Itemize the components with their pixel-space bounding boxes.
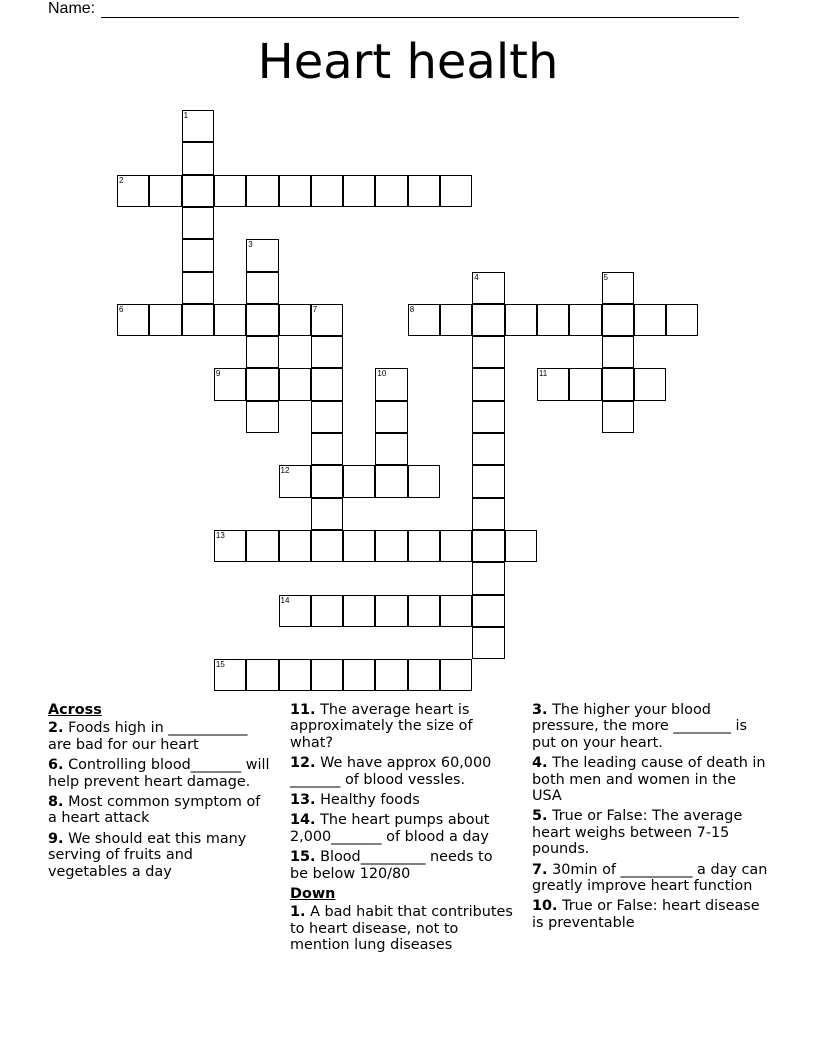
grid-cell[interactable] [311, 175, 343, 207]
grid-cell[interactable] [182, 110, 214, 142]
grid-cell[interactable] [343, 175, 375, 207]
grid-cell[interactable] [246, 368, 278, 400]
clues-column-2 [290, 702, 514, 958]
grid-cell[interactable] [375, 530, 407, 562]
cell-number: 2 [119, 175, 124, 185]
grid-cell[interactable] [408, 175, 440, 207]
page-title: Heart health [257, 34, 559, 90]
grid-cell[interactable] [311, 498, 343, 530]
grid-cell[interactable] [472, 272, 504, 304]
grid-cell[interactable] [214, 368, 246, 400]
grid-cell[interactable] [569, 304, 601, 336]
grid-cell[interactable] [472, 465, 504, 497]
grid-cell[interactable] [408, 465, 440, 497]
grid-cell[interactable] [472, 595, 504, 627]
grid-cell[interactable] [602, 368, 634, 400]
grid-cell[interactable] [246, 175, 278, 207]
grid-cell[interactable] [214, 175, 246, 207]
grid-cell[interactable] [311, 336, 343, 368]
grid-cell[interactable] [602, 401, 634, 433]
grid-cell[interactable] [182, 142, 214, 174]
across-heading: Across [48, 702, 102, 718]
cell-number: 3 [248, 240, 253, 250]
grid-cell[interactable] [634, 368, 666, 400]
clue-across-9: 9. We should eat this many serving of fruits and vegetables a day [48, 830, 247, 880]
cell-number: 14 [280, 595, 290, 605]
clue-across-8: 8. Most common symptom of a heart attack [48, 794, 261, 827]
clues-column-1 [48, 702, 270, 884]
grid-cell[interactable] [149, 175, 181, 207]
clue-down-4: 4. The leading cause of death in both men and women in the USA [532, 755, 766, 805]
grid-cell[interactable] [182, 175, 214, 207]
grid-cell[interactable] [408, 304, 440, 336]
grid-cell[interactable] [246, 659, 278, 691]
grid-cell[interactable] [472, 336, 504, 368]
grid-cell[interactable] [279, 368, 311, 400]
grid-cell[interactable] [569, 368, 601, 400]
grid-cell[interactable] [408, 595, 440, 627]
grid-cell[interactable] [343, 465, 375, 497]
grid-cell[interactable] [311, 304, 343, 336]
grid-cell[interactable] [182, 207, 214, 239]
clue-across-11: 11. The average heart is approximately the size of what? [290, 702, 473, 751]
grid-cell[interactable] [343, 659, 375, 691]
cell-number: 5 [603, 272, 608, 282]
grid-cell[interactable] [375, 659, 407, 691]
grid-cell[interactable] [182, 304, 214, 336]
grid-cell[interactable] [408, 530, 440, 562]
cell-number: 6 [119, 304, 124, 314]
clue-down-1: 1. A bad habit that contributes to heart disease, not to mention lung diseases [290, 904, 513, 954]
grid-cell[interactable] [214, 530, 246, 562]
clues-column-3 [532, 702, 768, 935]
grid-cell[interactable] [246, 304, 278, 336]
grid-cell[interactable] [214, 659, 246, 691]
cell-number: 4 [474, 272, 479, 282]
clue-across-2: 2. Foods high in ___________ are bad for our heart [48, 720, 248, 753]
grid-cell[interactable] [117, 304, 149, 336]
grid-cell[interactable] [408, 659, 440, 691]
grid-cell[interactable] [375, 401, 407, 433]
grid-cell[interactable] [311, 530, 343, 562]
grid-cell[interactable] [246, 401, 278, 433]
grid-cell[interactable] [440, 659, 472, 691]
grid-cell[interactable] [182, 239, 214, 271]
clue-down-3: 3. The higher your blood pressure, the more ________ is put on your heart. [532, 702, 747, 751]
clue-down-7: 7. 30min of __________ a day can greatly improve heart function [532, 861, 768, 895]
clue-across-13: 13. Healthy foods [290, 792, 420, 809]
grid-cell[interactable] [634, 304, 666, 336]
grid-cell[interactable] [440, 595, 472, 627]
grid-cell[interactable] [440, 530, 472, 562]
grid-cell[interactable] [246, 530, 278, 562]
grid-cell[interactable] [602, 304, 634, 336]
clue-down-5: 5. True or False: The average heart weighs between 7-15 pounds. [532, 808, 743, 858]
grid-cell[interactable] [246, 239, 278, 271]
grid-cell[interactable] [311, 659, 343, 691]
cell-number: 1 [183, 111, 189, 120]
grid-cell[interactable] [182, 272, 214, 304]
grid-cell[interactable] [440, 304, 472, 336]
grid-cell[interactable] [375, 595, 407, 627]
grid-cell[interactable] [279, 595, 311, 627]
grid-cell[interactable] [375, 175, 407, 207]
clue-across-12: 12. We have approx 60,000 _______ of blood vessles. [290, 755, 492, 788]
grid-cell[interactable] [472, 498, 504, 530]
grid-cell[interactable] [279, 659, 311, 691]
grid-cell[interactable] [472, 562, 504, 594]
cell-number: 12 [280, 466, 290, 476]
clue-across-6: 6. Controlling blood_______ will help prevent heart damage. [48, 757, 270, 790]
grid-cell[interactable] [472, 433, 504, 465]
grid-cell[interactable] [117, 175, 149, 207]
cell-number: 13 [215, 530, 225, 540]
grid-cell[interactable] [311, 433, 343, 465]
grid-cell[interactable] [472, 401, 504, 433]
grid-cell[interactable] [505, 530, 537, 562]
grid-cell[interactable] [343, 595, 375, 627]
cell-number: 11 [538, 369, 548, 379]
cell-number: 10 [377, 369, 387, 379]
cell-number: 9 [215, 369, 221, 379]
grid-cell[interactable] [537, 368, 569, 400]
grid-cell[interactable] [472, 530, 504, 562]
grid-cell[interactable] [311, 401, 343, 433]
grid-cell[interactable] [343, 530, 375, 562]
clue-across-15: 15. Blood_________ needs to be below 120/80 [290, 849, 493, 882]
cell-number: 7 [312, 304, 318, 314]
grid-cell[interactable] [149, 304, 181, 336]
grid-cell[interactable] [472, 368, 504, 400]
grid-cell[interactable] [375, 465, 407, 497]
grid-cell[interactable] [311, 465, 343, 497]
cell-number: 15 [215, 660, 225, 670]
grid-cell[interactable] [279, 530, 311, 562]
clue-down-10: 10. True or False: heart disease is preventable [532, 898, 760, 931]
grid-cell[interactable] [279, 304, 311, 336]
grid-cell[interactable] [279, 465, 311, 497]
grid-cell[interactable] [440, 175, 472, 207]
grid-cell[interactable] [214, 304, 246, 336]
name-label: Name: [48, 0, 96, 17]
grid-cell[interactable] [537, 304, 569, 336]
grid-cell[interactable] [472, 627, 504, 659]
grid-cell[interactable] [311, 595, 343, 627]
grid-cell[interactable] [602, 336, 634, 368]
grid-cell[interactable] [375, 433, 407, 465]
grid-cell[interactable] [505, 304, 537, 336]
clue-across-14: 14. The heart pumps about 2,000_______ of blood a day [290, 812, 490, 845]
grid-cell[interactable] [246, 272, 278, 304]
grid-cell[interactable] [472, 304, 504, 336]
grid-cell[interactable] [246, 336, 278, 368]
grid-cell[interactable] [602, 272, 634, 304]
cell-number: 8 [409, 304, 415, 314]
grid-cell[interactable] [375, 368, 407, 400]
grid-cell[interactable] [311, 368, 343, 400]
grid-cell[interactable] [279, 175, 311, 207]
grid-cell[interactable] [666, 304, 698, 336]
down-heading: Down [290, 886, 336, 903]
